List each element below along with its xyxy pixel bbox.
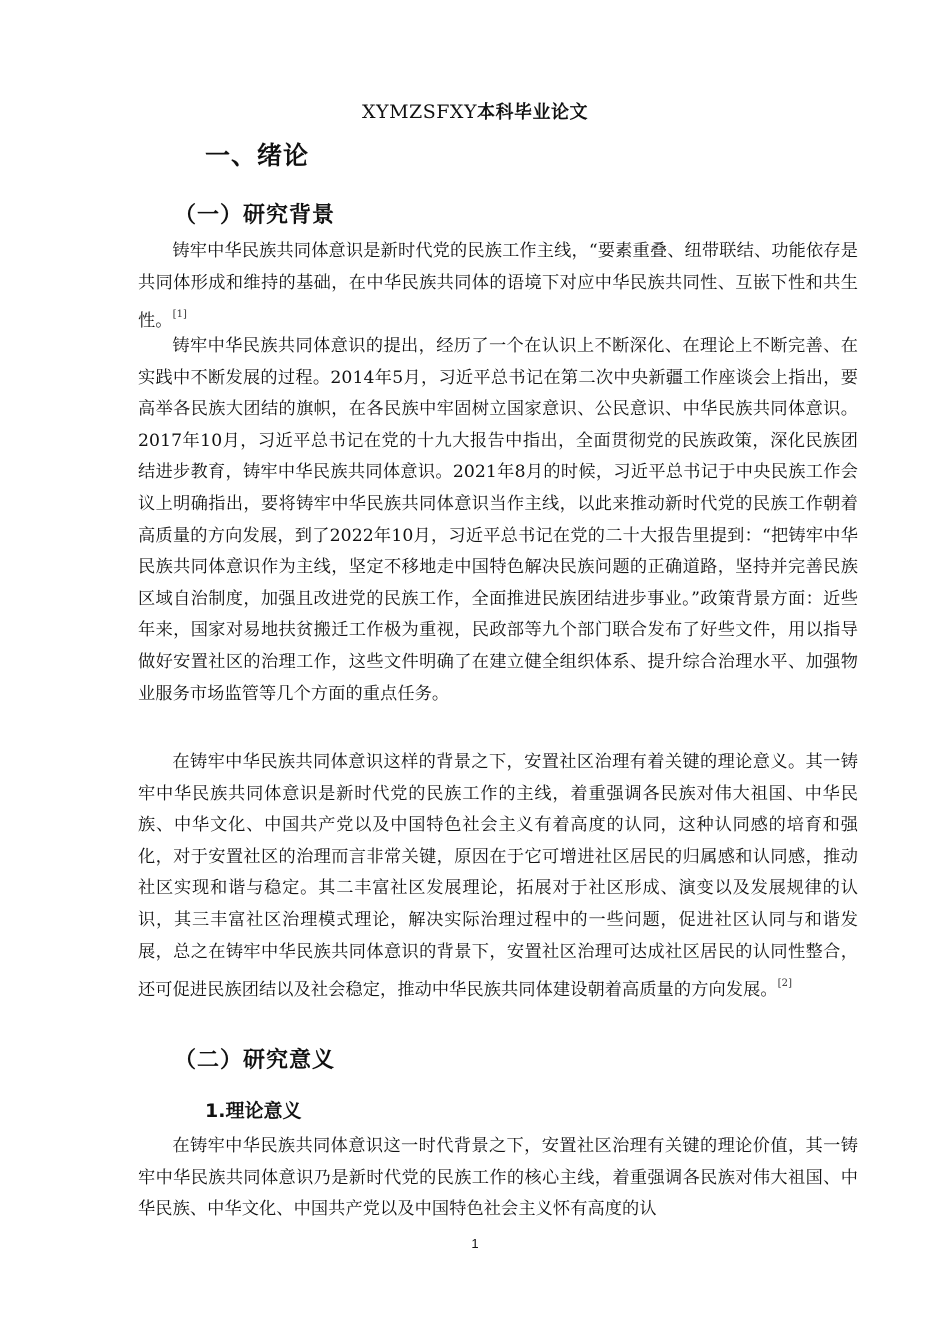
paragraph-background-1: [138, 236, 858, 338]
section-title-background: （一）研究背景: [174, 203, 336, 228]
page-number: 1: [471, 1236, 479, 1251]
paragraph-text: 在铸牢中华民族共同体意识这一时代背景之下，安置社区治理有关键的理论价值，其一铸牢中华民族共同体意识乃是新时代党的民族工作的核心主线，着重强调各民族对伟大祖国、中华民族、中华文化、中国共产党以及中国特色社会主义怀有高度的认: [138, 1136, 858, 1220]
page-header: [0, 98, 950, 124]
citation-ref: [2]: [777, 978, 793, 990]
citation-ref: [1]: [172, 309, 188, 321]
paragraph-theory-1: [138, 1131, 858, 1226]
header-latin: XYMZSFXY: [362, 101, 477, 123]
subsection-title-theory: 1.理论意义: [205, 1100, 302, 1122]
paragraph-text: 在铸牢中华民族共同体意识这样的背景之下，安置社区治理有着关键的理论意义。其一铸牢中华民族共同体意识是新时代党的民族工作的主线，着重强调各民族对伟大祖国、中华民族、中华文化、中国共产党以及中国特色社会主义有着高度的认同，这种认同感的培育和强化，对于安置社区的治理而言非常关键，原因在于它可增进社区居民的归属感和认同感，推动社区实现和谐与稳定。其二丰富社区发展理论，拓展对于社区形成、演变以及发展规律的认识，其三丰富社区治理模式理论，解决实际治理过程中的一些问题，促进社区认同与和谐发展，总之在铸牢中华民族共同体意识的背景下，安置社区治理可达成社区居民的认同性整合，还可促进民族团结以及社会稳定，推动中华民族共同体建设朝着高质量的方向发展。: [138, 752, 858, 1001]
paragraph-background-2: [138, 331, 858, 710]
paragraph-text: 铸牢中华民族共同体意识是新时代党的民族工作主线，“要素重叠、纽带联结、功能依存是共同体形成和维持的基础，在中华民族共同体的语境下对应中华民族共同性、互嵌下性和共生性。: [138, 241, 858, 332]
section-title-significance: （二）研究意义: [174, 1048, 336, 1073]
paragraph-text: 铸牢中华民族共同体意识的提出，经历了一个在认识上不断深化、在理论上不断完善、在实践中不断发展的过程。2014年5月，习近平总书记在第二次中央新疆工作座谈会上指出，要高举各民族大团结的旗帜，在各民族中牢固树立国家意识、公民意识、中华民族共同体意识。2017年10月，习近平总书记在党的十九大报告中指出，全面贯彻党的民族政策，深化民族团结进步教育，铸牢中华民族共同体意识。2021年8月的时候，习近平总书记于中央民族工作会议上明确指出，要将铸牢中华民族共同体意识当作主线，以此来推动新时代党的民族工作朝着高质量的方向发展，到了2022年10月，习近平总书记在党的二十大报告里提到：“把铸牢中华民族共同体意识作为主线，坚定不移地走中国特色解决民族问题的正确道路，坚持并完善民族区域自治制度，加强且改进党的民族工作，全面推进民族团结进步事业。”政策背景方面：近些年来，国家对易地扶贫搬迁工作极为重视，民政部等九个部门联合发布了好些文件，用以指导做好安置社区的治理工作，这些文件明确了在建立健全组织体系、提升综合治理水平、加强物业服务市场监管等几个方面的重点任务。: [138, 336, 858, 704]
chapter-title: 一、绪论: [205, 141, 310, 170]
header-title: 本科毕业论文: [477, 102, 588, 123]
paragraph-background-3: [138, 747, 858, 1007]
